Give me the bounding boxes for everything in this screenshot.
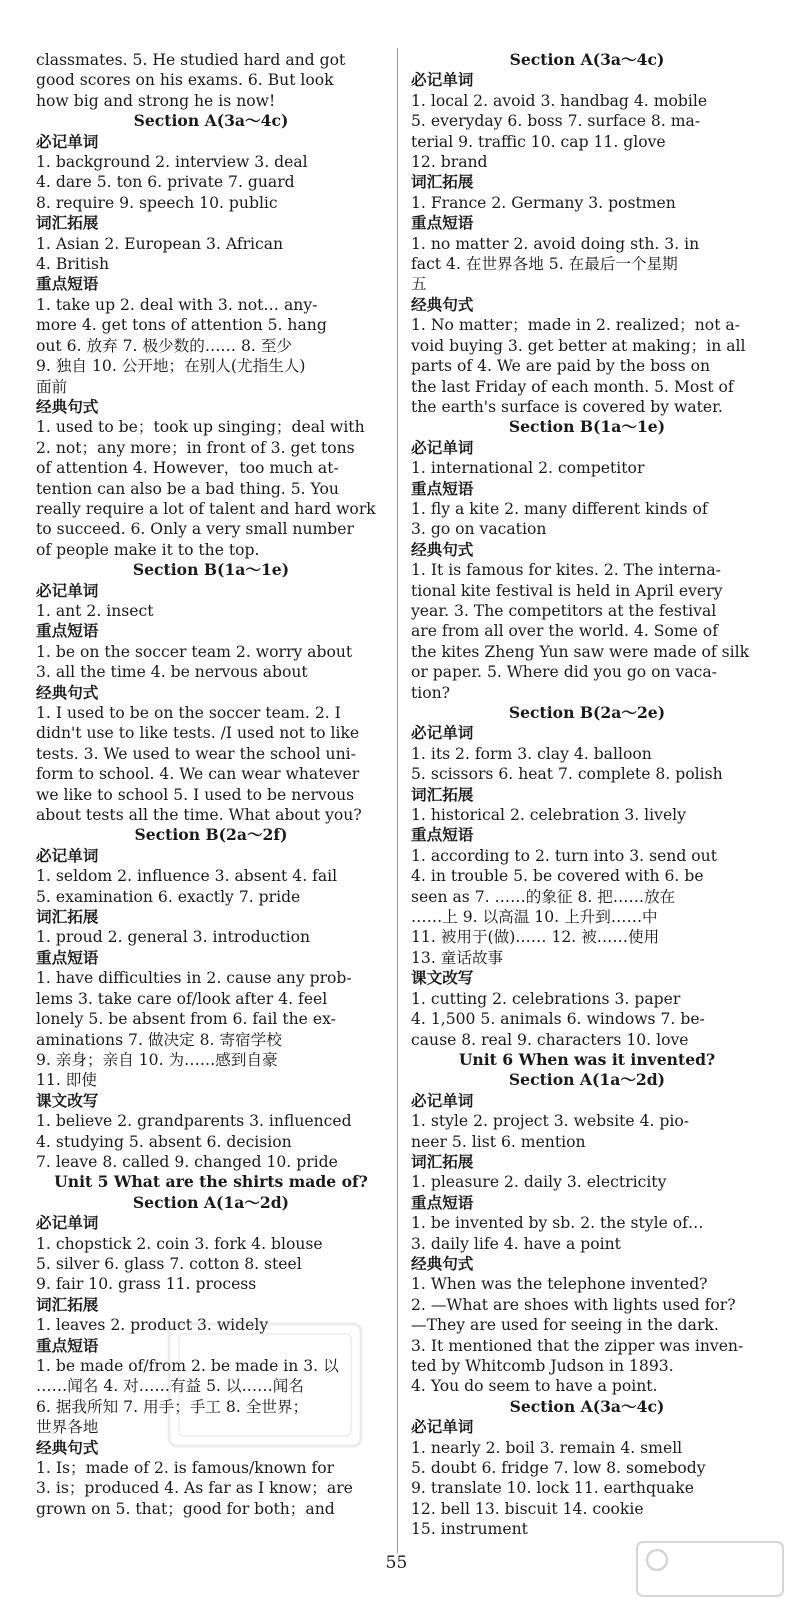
right-answer-line: 4. You do seem to have a point. <box>411 1377 658 1396</box>
right-answer-line: —They are used for seeing in the dark. <box>411 1316 719 1335</box>
left-section-heading: Section A(1a～2d) <box>132 1192 290 1212</box>
left-answer-line: form to school. 4. We can wear whatever <box>36 765 360 784</box>
right-section-heading: Section A(3a～4c) <box>509 1396 665 1416</box>
left-answer-line: lonely 5. be absent from 6. fail the ex- <box>36 1010 336 1029</box>
left-answer-line: out 6. 放弃 7. 极少数的…… 8. 至少 <box>36 336 293 355</box>
right-answer-line: cause 8. real 9. characters 10. love <box>411 1030 689 1049</box>
left-answer-line: 6. 据我所知 7. 用手；手工 8. 全世界； <box>36 1397 309 1416</box>
left-answer-line: 9. 亲身；亲自 10. 为……感到自豪 <box>36 1050 278 1069</box>
right-section-heading: Section A(1a～2d) <box>508 1070 666 1090</box>
right-answer-line: the kites Zheng Yun saw were made of silk <box>411 642 750 661</box>
left-category-label: 经典句式 <box>36 682 99 702</box>
left-answer-line: 3. is；produced 4. As far as I know；are <box>36 1479 353 1498</box>
right-answer-line: year. 3. The competitors at the festival <box>411 601 717 620</box>
right-answer-line: 3. daily life 4. have a point <box>411 1234 621 1253</box>
left-category-label: 必记单词 <box>36 580 99 600</box>
left-answer-line: 5. silver 6. glass 7. cotton 8. steel <box>36 1254 302 1273</box>
left-section-heading: Unit 5 What are the shirts made of? <box>54 1172 368 1192</box>
left-answer-line: 1. seldom 2. influence 3. absent 4. fail <box>36 867 338 886</box>
left-answer-line: 1. proud 2. general 3. introduction <box>36 928 311 947</box>
right-answer-line: 5. doubt 6. fridge 7. low 8. somebody <box>411 1459 706 1478</box>
left-answer-line: didn't use to like tests. /I used not to like <box>36 724 360 743</box>
right-answer-line: 五 <box>411 275 427 294</box>
right-answer-line: or paper. 5. Where did you go on vaca- <box>411 663 717 682</box>
left-answer-line: 1. Asian 2. European 3. African <box>36 234 284 253</box>
watermark-stamp <box>165 1320 365 1450</box>
right-category-label: 词汇拓展 <box>411 172 474 192</box>
left-answer-line: 1. be on the soccer team 2. worry about <box>36 642 353 661</box>
watermark-corner-logo <box>635 1540 785 1598</box>
left-answer-line: 11. 即使 <box>36 1071 97 1090</box>
left-category-label: 课文改写 <box>36 1090 99 1110</box>
right-answer-line: 1. international 2. competitor <box>411 459 645 478</box>
left-answer-line: 1. background 2. interview 3. deal <box>36 153 308 172</box>
left-answer-line: of people make it to the top. <box>36 540 260 559</box>
right-answer-line: 1. No matter；made in 2. realized；not a- <box>411 316 740 335</box>
right-category-label: 重点短语 <box>411 478 474 498</box>
right-section-heading: Section B(1a～1e) <box>508 417 666 437</box>
right-category-label: 经典句式 <box>411 294 474 314</box>
right-answer-line: 1. style 2. project 3. website 4. pio- <box>411 1112 690 1131</box>
left-answer-line: 1. believe 2. grandparents 3. influenced <box>36 1112 352 1131</box>
left-category-label: 必记单词 <box>36 845 99 865</box>
left-answer-line: more 4. get tons of attention 5. hang <box>36 316 327 335</box>
right-answer-line: parts of 4. We are paid by the boss on <box>411 357 710 376</box>
right-answer-line: 11. 被用于(做)…… 12. 被……使用 <box>411 928 660 947</box>
left-answer-line: 1. ant 2. insect <box>36 601 154 620</box>
right-answer-line: 1. its 2. form 3. clay 4. balloon <box>411 744 652 763</box>
right-answer-line: 1. historical 2. celebration 3. lively <box>411 806 686 825</box>
right-answer-line: 1. It is famous for kites. 2. The interna- <box>411 561 721 580</box>
left-answer-line: 7. leave 8. called 9. changed 10. pride <box>36 1152 338 1171</box>
left-category-label: 重点短语 <box>36 1335 99 1355</box>
left-answer-line: of attention 4. However，too much at- <box>36 459 339 478</box>
left-answer-line: tention can also be a bad thing. 5. You <box>36 479 339 498</box>
right-answer-line: 1. local 2. avoid 3. handbag 4. mobile <box>411 91 708 110</box>
right-answer-line: 1. cutting 2. celebrations 3. paper <box>411 989 681 1008</box>
right-column <box>411 50 763 1540</box>
right-answer-line: 5. everyday 6. boss 7. surface 8. ma- <box>411 112 701 131</box>
left-answer-line: really require a lot of talent and hard work <box>36 499 376 518</box>
left-answer-line: 1. Is；made of 2. is famous/known for <box>36 1459 335 1478</box>
right-answer-line: 3. It mentioned that the zipper was inven- <box>411 1336 744 1355</box>
right-category-label: 经典句式 <box>411 1253 474 1273</box>
left-section-heading: Section B(1a～1e) <box>132 560 290 580</box>
left-category-label: 必记单词 <box>36 131 99 151</box>
left-answer-line: how big and strong he is now! <box>36 91 276 110</box>
right-answer-line: terial 9. traffic 10. cap 11. glove <box>411 132 666 151</box>
left-category-label: 经典句式 <box>36 1437 99 1457</box>
right-answer-line: ted by Whitcomb Judson in 1893. <box>411 1357 674 1375</box>
left-answer-line: to succeed. 6. Only a very small number <box>36 520 354 539</box>
left-answer-line: lems 3. take care of/look after 4. feel <box>36 989 328 1008</box>
left-answer-line: good scores on his exams. 6. But look <box>36 71 334 90</box>
right-answer-line: 1. no matter 2. avoid doing sth. 3. in <box>411 234 700 253</box>
left-answer-line: 8. require 9. speech 10. public <box>36 193 278 212</box>
right-answer-line: 1. France 2. Germany 3. postmen <box>411 193 676 212</box>
left-category-label: 词汇拓展 <box>36 907 99 927</box>
left-answer-line: 4. British <box>36 255 110 274</box>
left-category-label: 重点短语 <box>36 621 99 641</box>
right-category-label: 必记单词 <box>411 1417 474 1437</box>
right-category-label: 重点短语 <box>411 1192 474 1212</box>
right-answer-line: 4. in trouble 5. be covered with 6. be <box>411 867 704 886</box>
left-answer-line: about tests all the time. What about you? <box>36 806 362 825</box>
left-answer-line: 面前 <box>36 377 68 396</box>
right-category-label: 必记单词 <box>411 723 474 743</box>
right-answer-line: fact 4. 在世界各地 5. 在最后一个星期 <box>411 255 678 274</box>
right-answer-line: 15. instrument <box>411 1520 528 1539</box>
right-answer-line: 1. fly a kite 2. many different kinds of <box>411 499 708 518</box>
right-category-label: 经典句式 <box>411 539 474 559</box>
left-answer-line: 5. examination 6. exactly 7. pride <box>36 887 301 906</box>
left-answer-line: 4. studying 5. absent 6. decision <box>36 1132 292 1151</box>
left-answer-line: 1. be made of/from 2. be made in 3. 以 <box>36 1357 339 1375</box>
left-column <box>36 50 386 1519</box>
right-answer-line: 1. according to 2. turn into 3. send out <box>411 846 717 865</box>
right-answer-line: 9. translate 10. lock 11. earthquake <box>411 1479 694 1498</box>
right-answer-line: are from all over the world. 4. Some of <box>411 622 718 641</box>
left-section-heading: Section B(2a～2f) <box>134 825 288 845</box>
right-category-label: 必记单词 <box>411 1090 474 1110</box>
right-answer-line: 3. go on vacation <box>411 520 547 539</box>
left-category-label: 经典句式 <box>36 396 99 416</box>
right-answer-line: 1. nearly 2. boil 3. remain 4. smell <box>411 1438 683 1457</box>
right-answer-line: 1. When was the telephone invented? <box>411 1275 708 1294</box>
left-answer-line: 9. fair 10. grass 11. process <box>36 1275 257 1294</box>
right-category-label: 词汇拓展 <box>411 1151 474 1171</box>
page-number: 55 <box>385 1553 408 1573</box>
left-answer-line: 4. dare 5. ton 6. private 7. guard <box>36 173 295 192</box>
right-category-label: 词汇拓展 <box>411 784 474 804</box>
right-answer-line: 13. 童话故事 <box>411 948 504 967</box>
left-answer-line: 1. take up 2. deal with 3. not… any- <box>36 295 318 314</box>
left-answer-line: ……闻名 4. 对……有益 5. 以……闻名 <box>36 1377 304 1396</box>
right-answer-line: tion? <box>411 683 451 702</box>
left-category-label: 重点短语 <box>36 274 99 294</box>
left-answer-line: we like to school 5. I used to be nervous <box>36 785 355 804</box>
right-answer-line: neer 5. list 6. mention <box>411 1132 586 1151</box>
left-answer-line: aminations 7. 做决定 8. 寄宿学校 <box>36 1030 282 1049</box>
right-answer-line: 2. —What are shoes with lights used for? <box>411 1295 736 1314</box>
left-answer-line: grown on 5. that；good for both；and <box>36 1499 335 1518</box>
right-answer-line: ……上 9. 以高温 10. 上升到……中 <box>411 908 658 927</box>
right-answer-line: void buying 3. get better at making；in all <box>411 336 746 355</box>
right-section-heading: Unit 6 When was it invented? <box>458 1049 716 1069</box>
column-divider <box>397 48 398 1553</box>
left-answer-line: classmates. 5. He studied hard and got <box>36 51 346 69</box>
right-answer-line: 12. bell 13. biscuit 14. cookie <box>411 1499 644 1518</box>
left-answer-line: 1. used to be；took up singing；deal with <box>36 418 365 437</box>
right-category-label: 课文改写 <box>411 968 474 988</box>
left-answer-line: 世界各地 <box>36 1418 99 1437</box>
right-category-label: 必记单词 <box>411 70 474 90</box>
right-answer-line: the earth's surface is covered by water. <box>411 397 723 416</box>
left-category-label: 必记单词 <box>36 1213 99 1233</box>
left-answer-line: 1. leaves 2. product 3. widely <box>36 1316 269 1335</box>
right-category-label: 重点短语 <box>411 213 474 233</box>
right-section-heading: Section A(3a～4c) <box>509 50 665 69</box>
right-answer-line: 1. be invented by sb. 2. the style of… <box>411 1214 704 1233</box>
right-section-heading: Section B(2a～2e) <box>508 703 666 722</box>
left-section-heading: Section A(3a～4c) <box>133 111 289 131</box>
left-category-label: 重点短语 <box>36 947 99 967</box>
right-category-label: 必记单词 <box>411 437 474 457</box>
left-answer-line: 3. all the time 4. be nervous about <box>36 663 308 682</box>
left-answer-line: 2. not；any more；in front of 3. get tons <box>36 438 355 457</box>
left-answer-line: 1. chopstick 2. coin 3. fork 4. blouse <box>36 1234 323 1253</box>
right-answer-line: 4. 1,500 5. animals 6. windows 7. be- <box>411 1010 705 1029</box>
right-answer-line: 12. brand <box>411 153 488 172</box>
right-answer-line: 1. pleasure 2. daily 3. electricity <box>411 1173 667 1192</box>
right-answer-line: the last Friday of each month. 5. Most of <box>411 377 734 396</box>
right-category-label: 重点短语 <box>411 825 474 845</box>
right-answer-line: tional kite festival is held in April every <box>411 581 723 600</box>
left-category-label: 词汇拓展 <box>36 1294 99 1314</box>
left-category-label: 词汇拓展 <box>36 213 99 233</box>
left-answer-line: tests. 3. We used to wear the school uni- <box>36 744 356 763</box>
right-answer-line: 5. scissors 6. heat 7. complete 8. polish <box>411 765 723 784</box>
left-answer-line: 1. I used to be on the soccer team. 2. I <box>36 704 341 722</box>
left-answer-line: 1. have difficulties in 2. cause any prob- <box>36 969 352 988</box>
right-answer-line: seen as 7. ……的象征 8. 把……放在 <box>411 887 676 906</box>
left-answer-line: 9. 独自 10. 公开地；在别人(尤指生人) <box>36 357 306 376</box>
